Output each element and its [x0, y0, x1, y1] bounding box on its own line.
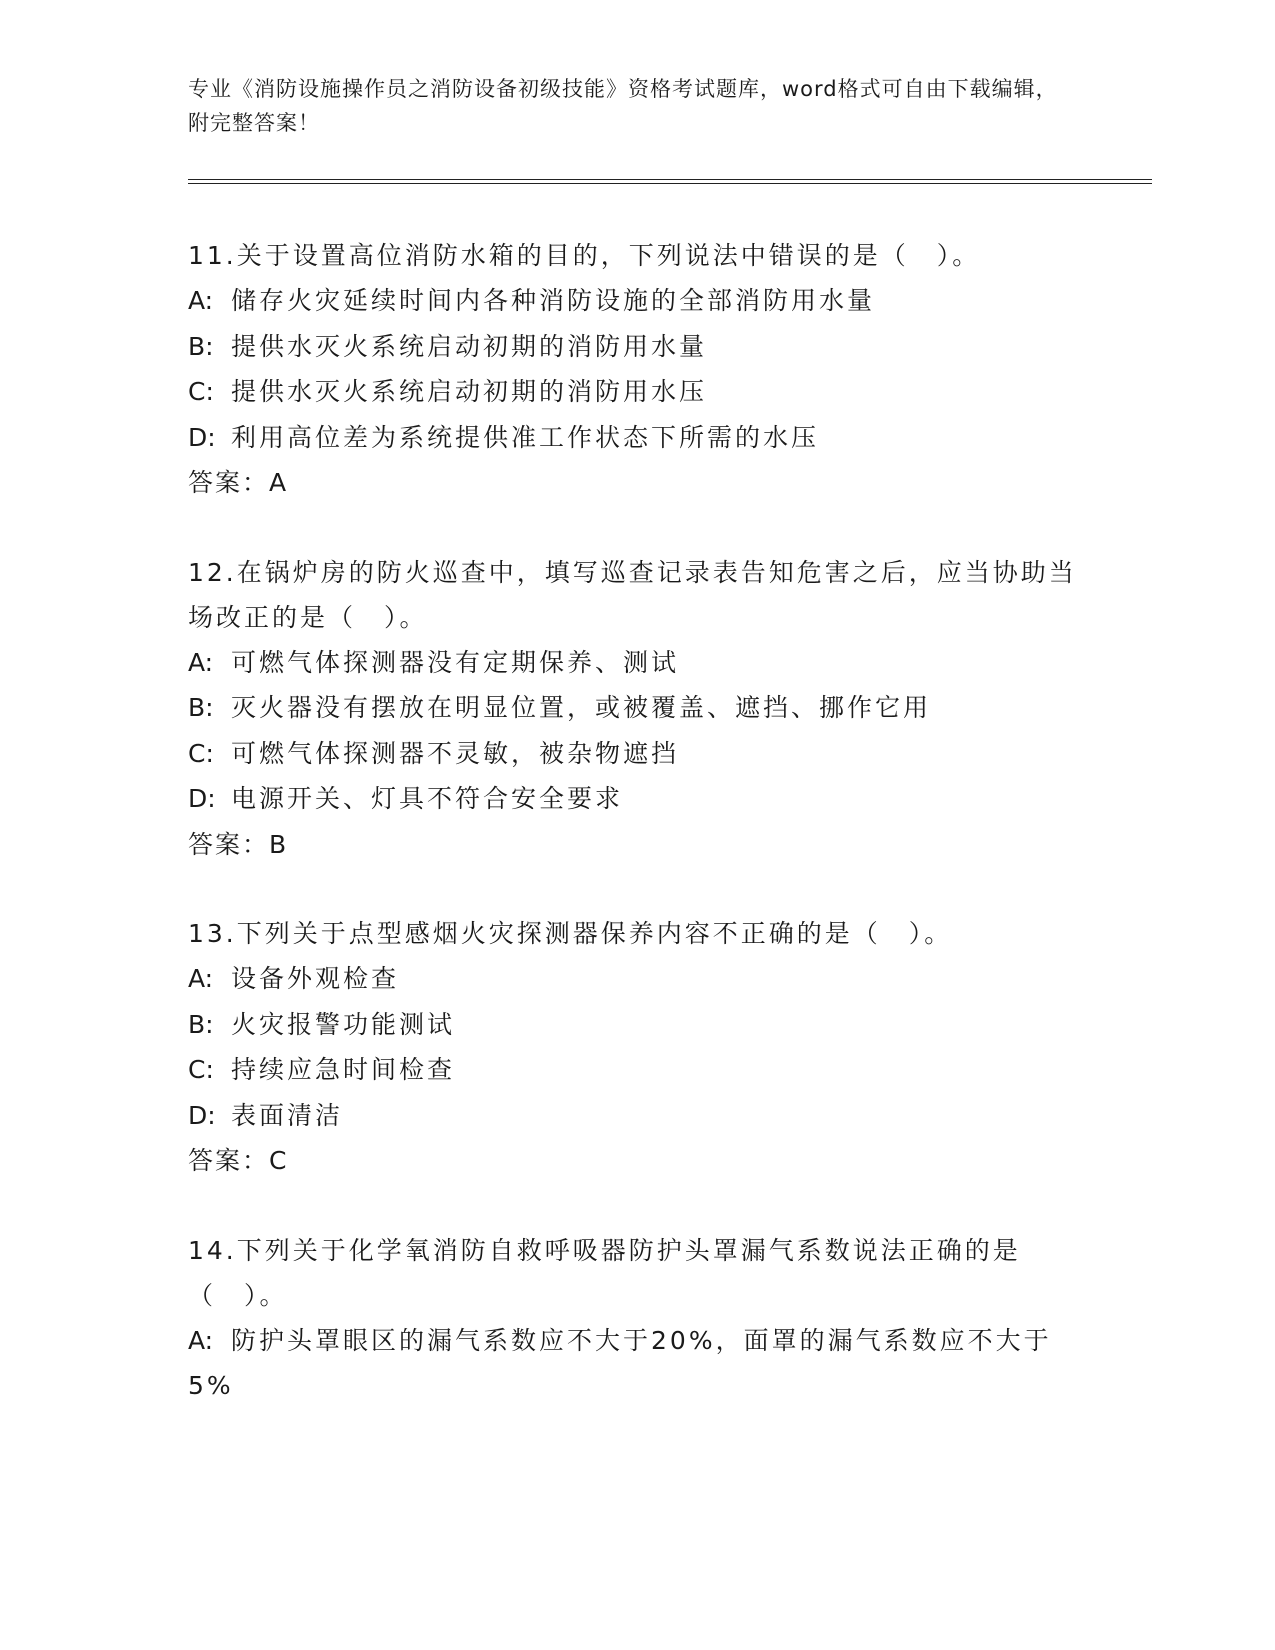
question-list — [188, 233, 1078, 1409]
option-letter: B: — [188, 331, 214, 361]
option-letter: A: — [188, 286, 214, 315]
option-letter: A: — [188, 964, 214, 993]
option-letter: C: — [188, 1055, 214, 1084]
option-b — [188, 685, 1078, 731]
option-letter: D: — [188, 1100, 216, 1130]
option-text: 灭火器没有摆放在明显位置，或被覆盖、遮挡、挪作它用 — [231, 693, 932, 722]
option-b — [188, 1002, 1078, 1048]
question-stem: 13.下列关于点型感烟火灾探测器保养内容不正确的是（ ）。 — [188, 919, 953, 948]
question-13 — [188, 911, 1078, 1184]
option-text: 储存火灾延续时间内各种消防设施的全部消防用水量 — [231, 286, 876, 315]
option-text: 防护头罩眼区的漏气系数应不大于20%，面罩的漏气系数应不大于5% — [188, 1325, 1052, 1400]
header-divider-top — [188, 179, 1152, 180]
document-header: 专业《消防设施操作员之消防设备初级技能》资格考试题库，word格式可自由下载编辑，附完整答案！ — [188, 77, 1058, 135]
question-stem: 14.下列关于化学氧消防自救呼吸器防护头罩漏气系数说法正确的是（ ）。 — [188, 1235, 1021, 1310]
option-text: 火灾报警功能测试 — [231, 1009, 456, 1039]
option-a — [188, 640, 1078, 686]
option-d — [188, 415, 1078, 461]
question-14 — [188, 1228, 1078, 1409]
option-text: 持续应急时间检查 — [231, 1055, 456, 1084]
option-a — [188, 1318, 1078, 1409]
option-text: 提供水灭火系统启动初期的消防用水量 — [231, 331, 708, 361]
option-letter: C: — [188, 738, 214, 768]
option-text: 利用高位差为系统提供准工作状态下所需的水压 — [231, 422, 820, 452]
option-letter: B: — [188, 1009, 214, 1039]
question-stem: 12.在锅炉房的防火巡查中，填写巡查记录表告知危害之后，应当协助当场改正的是（ ）。 — [188, 557, 1077, 632]
option-text: 表面清洁 — [231, 1100, 344, 1130]
option-a — [188, 956, 1078, 1002]
question-11 — [188, 233, 1078, 506]
option-c — [188, 731, 1078, 777]
answer-line: 答案：A — [188, 468, 289, 497]
option-text: 提供水灭火系统启动初期的消防用水压 — [231, 377, 708, 406]
option-letter: A: — [188, 1325, 214, 1355]
answer-line: 答案：C — [188, 1146, 289, 1175]
option-text: 可燃气体探测器没有定期保养、测试 — [231, 647, 680, 677]
option-text: 设备外观检查 — [231, 964, 400, 993]
option-d — [188, 1093, 1078, 1139]
option-c — [188, 1047, 1078, 1093]
question-stem: 11.关于设置高位消防水箱的目的，下列说法中错误的是（ ）。 — [188, 241, 981, 270]
option-text: 电源开关、灯具不符合安全要求 — [231, 784, 624, 813]
option-c — [188, 369, 1078, 415]
option-letter: A: — [188, 647, 214, 677]
option-letter: D: — [188, 784, 216, 813]
question-12 — [188, 550, 1078, 868]
option-letter: D: — [188, 422, 216, 452]
option-letter: B: — [188, 693, 214, 722]
option-d — [188, 776, 1078, 822]
answer-line: 答案：B — [188, 829, 289, 859]
option-b — [188, 324, 1078, 370]
option-letter: C: — [188, 377, 214, 406]
option-a — [188, 278, 1078, 324]
option-text: 可燃气体探测器不灵敏，被杂物遮挡 — [231, 738, 680, 768]
header-divider-bottom — [188, 183, 1152, 184]
